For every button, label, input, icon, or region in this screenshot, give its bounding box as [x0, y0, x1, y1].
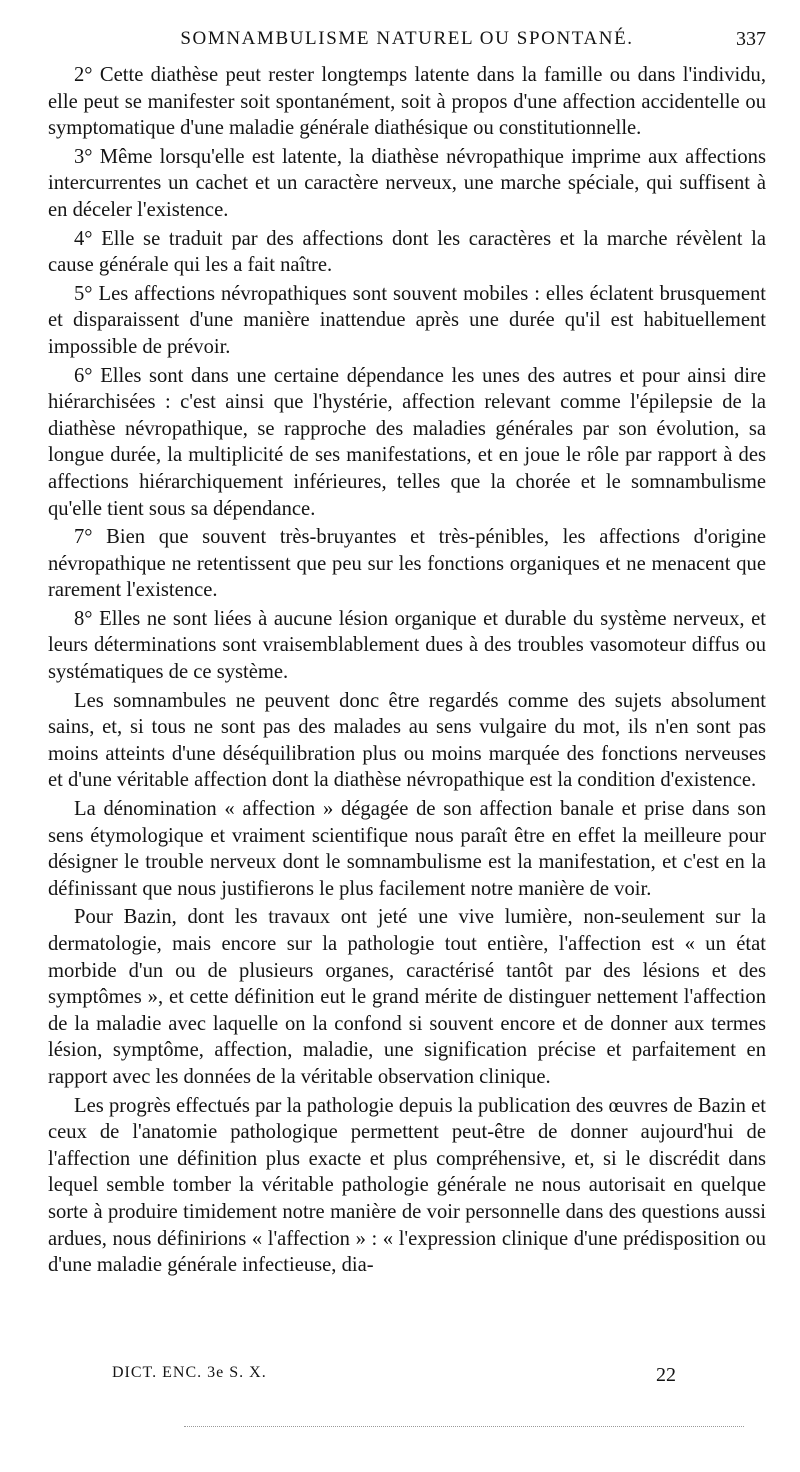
bottom-dotted-rule [184, 1426, 744, 1427]
paragraph-8-lesions: 8° Elles ne sont liées à aucune lésion organique et durable du système nerveux, et leurs déterminations sont vraisemblablement dues à des troubles vasomoteur diffus ou systématiques de ce système. [48, 607, 766, 684]
paragraph-3-latent-imprint: 3° Même lorsqu'elle est latente, la diathèse névropathique imprime aux affections intercurrentes un cachet et un caractère nerveux, une marche spéciale, qui suffisent à en déceler l'existence. [48, 145, 766, 221]
paragraph-4-affections: 4° Elle se traduit par des affections dont les caractères et la marche révèlent la cause générale qui les a fait naître. [48, 227, 766, 277]
paragraph-somnambules: Les somnambules ne peuvent donc être regardés comme des sujets absolument sains, et, si tous ne sont pas des malades au sens vulgaire du mot, ils n'en sont pas moins atteints d'une déséquilibration plus ou moins marquée des fonctions nerveuses et d'une véritable affection dont la diathèse névropathique est la condition d'existence. [48, 689, 766, 792]
page-footer [48, 1364, 766, 1394]
body-text [48, 62, 766, 1281]
running-title: SOMNAMBULISME NATUREL OU SPONTANÉ. [180, 28, 634, 49]
paragraph-2-latency: 2° Cette diathèse peut rester longtemps latente dans la famille ou dans l'individu, elle peut se manifester soit spontanément, soit à propos d'une affection accidentelle ou symptomatique d'une maladie générale diathésique ou constitutionnelle. [48, 64, 766, 140]
page-number: 337 [736, 28, 766, 50]
paragraph-bazin: Pour Bazin, dont les travaux ont jeté une vive lumière, non-seulement sur la dermatologie, mais encore sur la pathologie tout entière, l'affection est « un état morbide d'un ou de plusieurs organes, caractérisé tantôt par des lésions et des symptômes », et cette définition eut le grand mérite de distinguer nettement l'affection de la maladie avec laquelle on la confond si souvent encore et de donner aux termes lésion, symptôme, affection, maladie, une signification précise et parfaitement en rapport avec les données de la véritable observation clinique. [48, 906, 766, 1088]
page-header [48, 28, 766, 58]
paragraph-denomination: La dénomination « affection » dégagée de son affection banale et prise dans son sens étymologique et vraiment scientifique nous paraît être en effet la meilleure pour désigner le trouble nerveux dont le somnambulisme est la manifestation, et c'est en la définissant que nous justifierons le plus facilement notre manière de voir. [48, 798, 766, 900]
paragraph-7-organic-functions: 7° Bien que souvent très-bruyantes et très-pénibles, les affections d'origine névropathique ne retentissent que peu sur les fonctions organiques et ne menacent que rarement l'existence. [48, 526, 766, 602]
paragraph-progres: Les progrès effectués par la pathologie depuis la publication des œuvres de Bazin et ceux de l'anatomie pathologique permettent peut-être de donner aujourd'hui de l'affection une définition plus exacte et plus compréhensive, et, si le discrédit dans lequel semble tomber la véritable pathologie générale ne nous autorisait en quelque sorte à produire timidement notre manière de voir personnelle dans des questions aussi ardues, nous définirions « l'affection » : « l'expression clinique d'une prédisposition ou d'une maladie générale infectieuse, dia- [48, 1094, 766, 1277]
paragraph-5-mobility: 5° Les affections névropathiques sont souvent mobiles : elles éclatent brusquement et disparaissent d'une manière inattendue après une durée qu'il est habituellement impossible de prévoir. [48, 282, 766, 358]
paragraph-6-hierarchy: 6° Elles sont dans une certaine dépendance les unes des autres et pour ainsi dire hiérarchisées : c'est ainsi que l'hystérie, affection relevant comme l'épilepsie de la diathèse névropathique, se rapproche des maladies générales par son évolution, sa longue durée, la multiplicité de ses manifestations, et en joue le rôle par rapport à des affections hiérarchiquement inférieures, telles que la chorée et le somnambulisme qu'elle tient sous sa dépendance. [48, 364, 766, 520]
sheet-number: 22 [656, 1364, 676, 1386]
signature-mark: DICT. ENC. 3e S. X. [112, 1364, 267, 1381]
